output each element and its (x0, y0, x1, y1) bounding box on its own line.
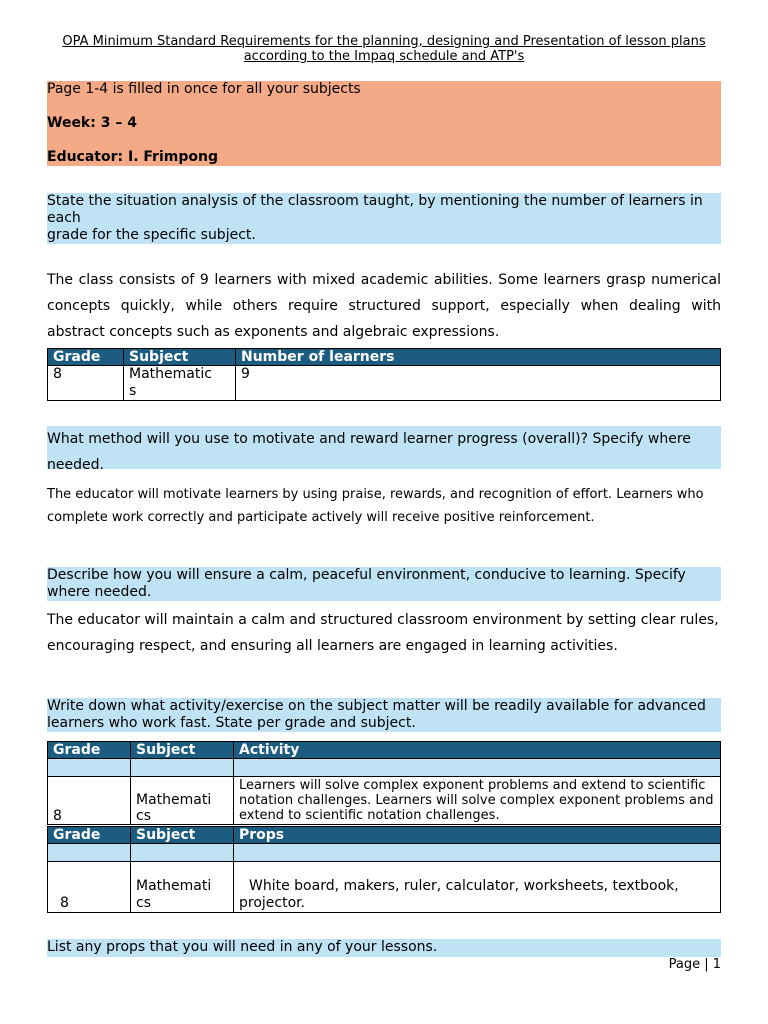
advanced-question: Write down what activity/exercise on the subject matter will be readily available for advanced learners who work fast. State per grade and subject. (47, 698, 721, 732)
learners-cell-grade: 8 (48, 366, 124, 401)
situation-question: State the situation analysis of the classroom taught, by mentioning the number of learners in each grade for the specific subject. (47, 193, 721, 244)
props-blank-cell (131, 844, 234, 862)
activity-cell-subject: Mathemati cs (131, 777, 234, 825)
props-cell-grade: 8 (48, 862, 131, 913)
activity-blank-cell (48, 759, 131, 777)
learners-table (47, 348, 721, 401)
activity-cell-activity: Learners will solve complex exponent problems and extend to scientific notation challenges. Learners will solve complex exponent problems and extend to scientific notation challenges. (234, 777, 721, 825)
props-question: List any props that you will need in any of your lessons. (47, 939, 721, 957)
document-title: OPA Minimum Standard Requirements for the planning, designing and Presentation of lesson plans according to the Impaq schedule and ATP's (62, 34, 706, 64)
page-footer: Page | 1 (668, 957, 721, 972)
learners-header-subject: Subject (124, 349, 236, 366)
props-cell-props: White board, makers, ruler, calculator, worksheets, textbook, projector. (234, 862, 721, 913)
learners-cell-subject: Mathematic s (124, 366, 236, 401)
learners-header-count: Number of learners (236, 349, 721, 366)
header-box (47, 81, 721, 166)
week-label: Week: 3 – 4 (47, 115, 137, 131)
props-header-grade: Grade (48, 827, 131, 844)
props-blank-cell (48, 844, 131, 862)
activity-blank-cell (234, 759, 721, 777)
props-header-subject: Subject (131, 827, 234, 844)
environment-question: Describe how you will ensure a calm, peaceful environment, conducive to learning. Specify where needed. (47, 567, 721, 601)
environment-answer: The educator will maintain a calm and structured classroom environment by setting clear rules, encouraging respect, and ensuring all learners are engaged in learning activities. (47, 612, 719, 654)
motivation-answer: The educator will motivate learners by using praise, rewards, and recognition of effort. Learners who complete work correctly and participate actively will receive positive reinforcement. (47, 487, 704, 525)
learners-header-grade: Grade (48, 349, 124, 366)
situation-answer: The class consists of 9 learners with mixed academic abilities. Some learners grasp numerical concepts quickly, while others require structured support, especially when dealing with abstract concepts such as exponents and algebraic expressions. (47, 272, 721, 340)
activity-blank-cell (131, 759, 234, 777)
activity-cell-grade: 8 (48, 777, 131, 825)
motivation-question: What method will you use to motivate and reward learner progress (overall)? Specify where needed. (47, 426, 721, 469)
activity-header-activity: Activity (234, 742, 721, 759)
props-header-props: Props (234, 827, 721, 844)
activity-header-grade: Grade (48, 742, 131, 759)
activity-table (47, 741, 721, 825)
props-table (47, 826, 721, 913)
educator-label: Educator: I. Frimpong (47, 149, 218, 165)
learners-cell-count: 9 (236, 366, 721, 401)
props-cell-subject: Mathemati cs (131, 862, 234, 913)
props-blank-cell (234, 844, 721, 862)
activity-header-subject: Subject (131, 742, 234, 759)
header-note: Page 1-4 is filled in once for all your subjects (47, 81, 361, 97)
